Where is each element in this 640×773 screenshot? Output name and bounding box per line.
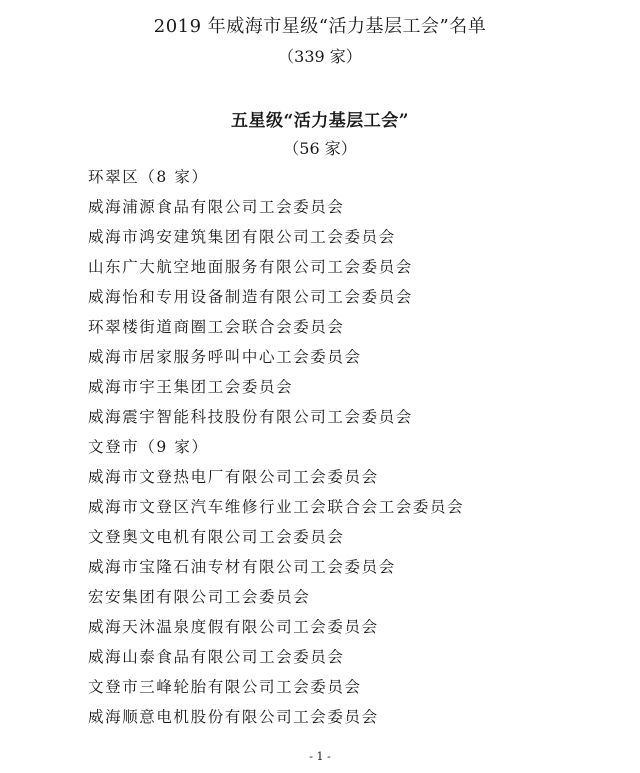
list-item: 威海浦源食品有限公司工会委员会 bbox=[88, 198, 345, 216]
list-item: 威海市宝隆石油专材有限公司工会委员会 bbox=[88, 558, 396, 576]
list-item: 环翠楼街道商圈工会联合会委员会 bbox=[88, 318, 345, 336]
list-item: 威海天沐温泉度假有限公司工会委员会 bbox=[88, 618, 379, 636]
list-item: 威海市鸿安建筑集团有限公司工会委员会 bbox=[88, 228, 396, 246]
list-item: 威海市宇王集团工会委员会 bbox=[88, 378, 294, 396]
list-item: 威海市居家服务呼叫中心工会委员会 bbox=[88, 348, 362, 366]
list-item: 文登奥文电机有限公司工会委员会 bbox=[88, 528, 345, 546]
group-heading-wendeng: 文登市（9 家） bbox=[88, 438, 209, 456]
union-list bbox=[88, 162, 608, 732]
list-item: 威海市文登热电厂有限公司工会委员会 bbox=[88, 468, 379, 486]
group-heading-huancui: 环翠区（8 家） bbox=[88, 168, 209, 186]
document-total-count: （339 家） bbox=[278, 47, 362, 66]
list-item: 威海震宇智能科技股份有限公司工会委员会 bbox=[88, 408, 413, 426]
section-count: （56 家） bbox=[283, 139, 357, 158]
list-item: 威海市文登区汽车维修行业工会联合会工会委员会 bbox=[88, 498, 465, 516]
list-item: 威海山泰食品有限公司工会委员会 bbox=[88, 648, 345, 666]
list-item: 文登市三峰轮胎有限公司工会委员会 bbox=[88, 678, 362, 696]
page-number: - 1 - bbox=[309, 750, 331, 763]
list-item: 宏安集团有限公司工会委员会 bbox=[88, 588, 311, 606]
document-title: 2019 年威海市星级“活力基层工会”名单 bbox=[153, 16, 487, 37]
list-item: 山东广大航空地面服务有限公司工会委员会 bbox=[88, 258, 413, 276]
list-item: 威海怡和专用设备制造有限公司工会委员会 bbox=[88, 288, 413, 306]
list-item: 威海顺意电机股份有限公司工会委员会 bbox=[88, 708, 379, 726]
section-title: 五星级“活力基层工会” bbox=[230, 111, 410, 131]
